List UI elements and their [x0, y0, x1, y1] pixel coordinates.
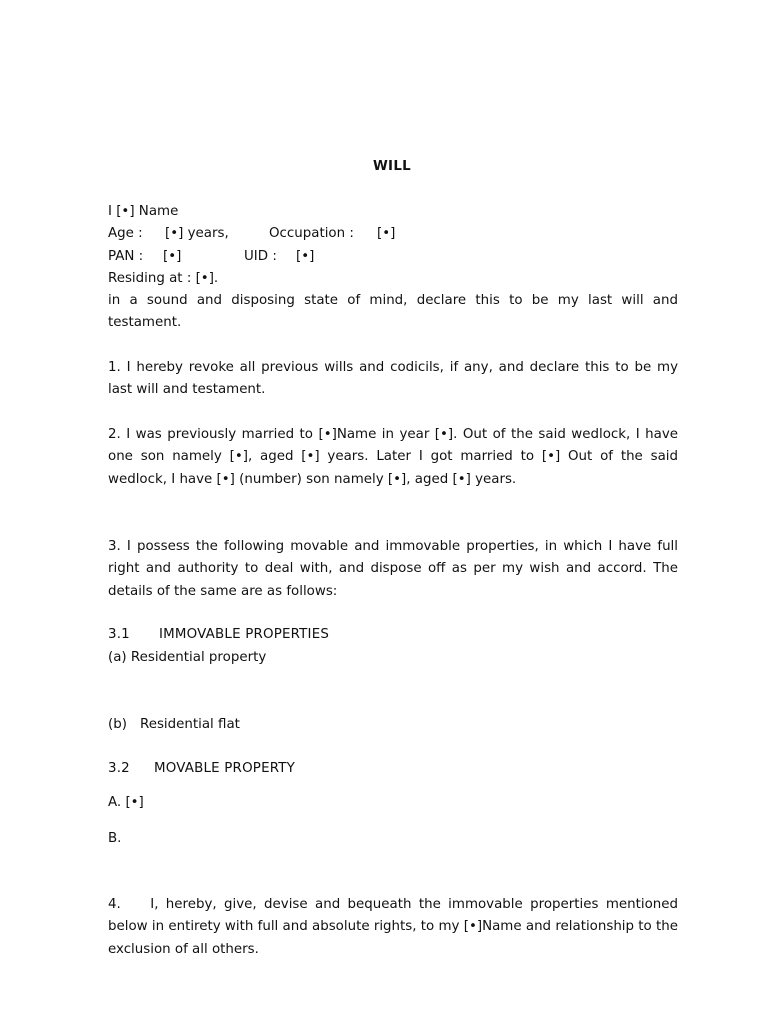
section-3-1-item-b — [108, 714, 678, 736]
uid-label: UID : — [244, 248, 277, 264]
clause-1: 1. I hereby revoke all previous wills and codicils, if any, and declare this to be my last will and testament. — [108, 360, 678, 398]
section-3-1-heading — [108, 624, 678, 646]
declaration-paragraph: in a sound and disposing state of mind, declare this to be my last will and testament. — [108, 293, 678, 331]
pan-uid-line — [108, 246, 678, 268]
occupation-value: [•] — [377, 226, 396, 242]
age-occupation-line — [108, 223, 678, 245]
clause-4: 4. I, hereby, give, devise and bequeath the immovable properties mentioned below in entirety with full and absolute rights, to my [•]Name and relationship to the exclusion of all others. — [108, 897, 683, 957]
item-b-label: (b) — [108, 717, 127, 732]
clause-3: 3. I possess the following movable and immovable properties, in which I have full right and authority to deal with, and dispose off as per my wish and accord. The details of the same are as follows: — [108, 539, 678, 599]
section-3-2-item-a: A. [•] — [108, 795, 144, 810]
occupation-label: Occupation : — [269, 226, 354, 242]
name-line: I [•] Name — [108, 204, 179, 219]
item-b-text: Residential flat — [140, 717, 240, 732]
age-value: [•] years, — [165, 226, 229, 242]
pan-label: PAN : — [108, 248, 144, 264]
section-3-1-number: 3.1 — [108, 627, 130, 642]
section-3-2-title: MOVABLE PROPERTY — [154, 761, 296, 776]
testator-details — [108, 201, 678, 335]
age-label: Age : — [108, 226, 143, 242]
residing-line: Residing at : [•]. — [108, 270, 219, 286]
section-3-2-heading — [108, 758, 678, 780]
document-title: WILL — [372, 159, 412, 174]
uid-value: [•] — [296, 248, 315, 264]
section-3-1-title: IMMOVABLE PROPERTIES — [159, 627, 330, 642]
clause-2: 2. I was previously married to [•]Name in year [•]. Out of the said wedlock, I have one son namely [•], aged [•] years. Later I got married to [•] Out of the said wedlock, I have [•] (number) son namely [•], aged [•] years. — [108, 427, 678, 487]
pan-value: [•] — [163, 248, 182, 264]
section-3-2-number: 3.2 — [108, 761, 130, 776]
section-3-1-item-a: (a) Residential property — [108, 650, 267, 665]
section-3-2-item-b: B. — [108, 831, 122, 846]
